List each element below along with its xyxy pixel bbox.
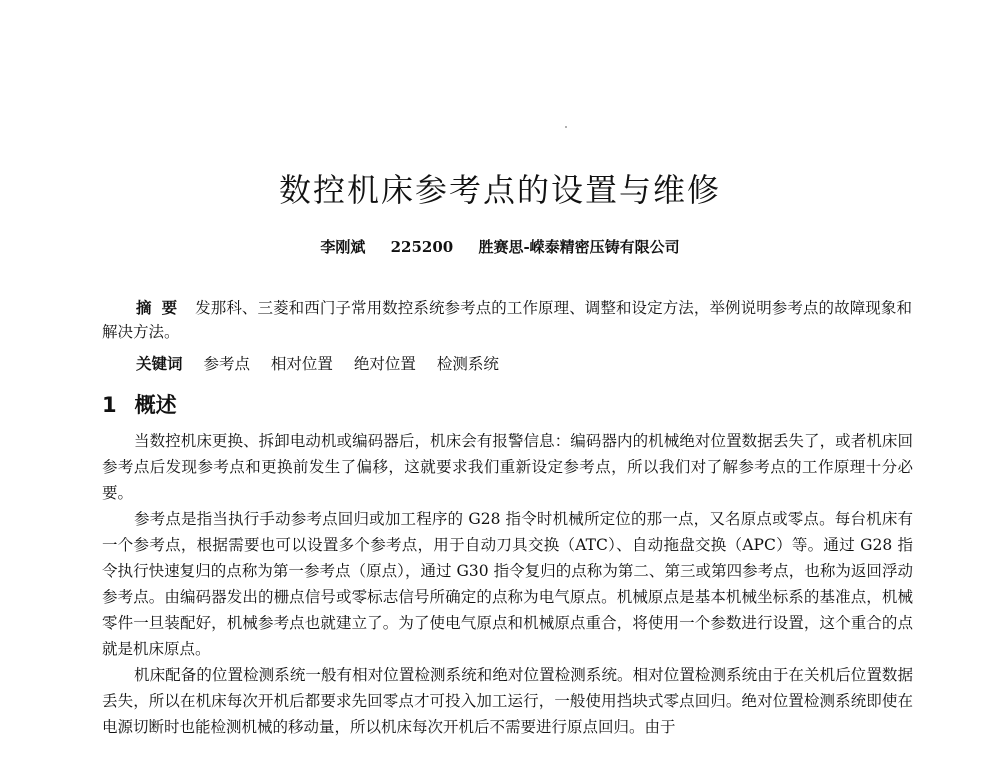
author-name: 李刚斌 [320, 238, 366, 256]
abstract [102, 296, 912, 344]
scan-speck [565, 126, 567, 128]
section-number: 1 [102, 393, 117, 417]
paragraph: 机床配备的位置检测系统一般有相对位置检测系统和绝对位置检测系统。相对位置检测系统由于在关机后位置数据丢失，所以在机床每次开机后都要求先回零点才可投入加工运行，一般使用挡块式零点回归。绝对位置检测系统即使在电源切断时也能检测机械的移动量，所以机床每次开机后不需要进行原点回归。由于 [102, 666, 913, 736]
author-affiliation: 胜赛思-嵘泰精密压铸有限公司 [478, 238, 680, 256]
abstract-label: 摘要 [136, 298, 188, 317]
paragraph: 当数控机床更换、拆卸电动机或编码器后，机床会有报警信息：编码器内的机械绝对位置数据丢失了，或者机床回参考点后发现参考点和更换前发生了偏移，这就要求我们重新设定参考点，所以我们对了解参考点的工作原理十分必要。 [102, 432, 913, 502]
abstract-text: 发那科、三菱和西门子常用数控系统参考点的工作原理、调整和设定方法，举例说明参考点的故障现象和解决方法。 [102, 299, 912, 341]
page-title: 数控机床参考点的设置与维修 [278, 171, 721, 209]
keyword: 检测系统 [436, 355, 499, 373]
keywords [136, 352, 916, 376]
section-title: 概述 [134, 393, 177, 417]
author-line [0, 236, 1000, 257]
section-heading [102, 389, 177, 419]
author-postcode: 225200 [390, 238, 454, 256]
keyword: 绝对位置 [353, 355, 416, 373]
keywords-label: 关键词 [136, 354, 183, 373]
paragraph: 参考点是指当执行手动参考点回归或加工程序的 G28 指令时机械所定位的那一点，又名原点或零点。每台机床有一个参考点，根据需要也可以设置多个参考点，用于自动刀具交换（ATC）、自动拖盘交换（APC）等。通过 G28 指令执行快速复归的点称为第一参考点（原点），通过 G30 指令复归的点称为第二、第三或第四参考点，也称为返回浮动参考点。由编码器发出的栅点信号或零标志信号所确定的点称为电气原点。机械原点是基本机械坐标系的基准点，机械零件一旦装配好，机械参考点也就建立了。为了使电气原点和机械原点重合，将使用一个参数进行设置，这个重合的点就是机床原点。 [102, 510, 913, 658]
body-text [102, 428, 913, 740]
keyword: 相对位置 [270, 355, 333, 373]
keyword: 参考点 [203, 355, 250, 373]
